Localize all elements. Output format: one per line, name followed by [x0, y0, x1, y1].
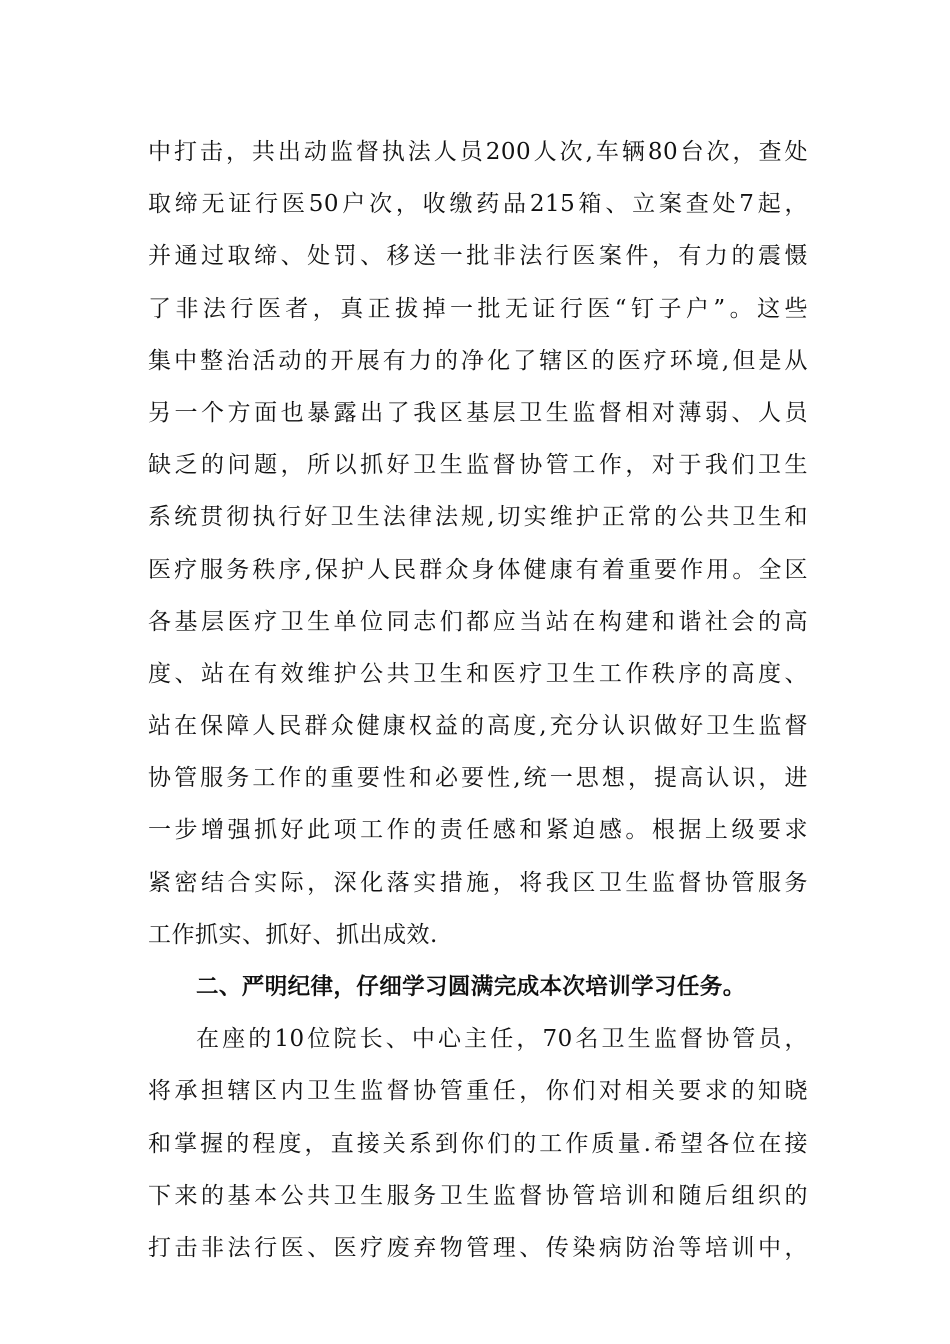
text-line: 一步增强抓好此项工作的责任感和紧迫感。根据上级要求 — [148, 817, 808, 844]
text-line: 下来的基本公共卫生服务卫生监督协管培训和随后组织的 — [148, 1182, 808, 1209]
text-line: 并通过取缔、处罚、移送一批非法行医案件，有力的震慑 — [148, 243, 808, 270]
text-line: 紧密结合实际，深化落实措施，将我区卫生监督协管服务 — [148, 869, 808, 896]
text-line: 度、站在有效维护公共卫生和医疗卫生工作秩序的高度、 — [148, 660, 808, 687]
text-line: 系统贯彻执行好卫生法律法规,切实维护正常的公共卫生和 — [148, 504, 808, 531]
text-line: 站在保障人民群众健康权益的高度,充分认识做好卫生监督 — [148, 713, 808, 740]
document-body — [148, 126, 808, 1274]
text-line: 另一个方面也暴露出了我区基层卫生监督相对薄弱、人员 — [148, 399, 808, 426]
text-line: 取缔无证行医50户次，收缴药品215箱、立案查处7起， — [148, 191, 808, 218]
text-line: 了非法行医者，真正拔掉一批无证行医“钉子户”。这些 — [148, 295, 808, 322]
text-line: 将承担辖区内卫生监督协管重任，你们对相关要求的知晓 — [148, 1078, 808, 1105]
section-heading: 二、严明纪律，仔细学习圆满完成本次培训学习任务。 — [196, 974, 746, 1000]
text-line: 和掌握的程度，直接关系到你们的工作质量.希望各位在接 — [148, 1130, 808, 1157]
paragraph-2 — [148, 1013, 808, 1274]
text-line: 在座的10位院长、中心主任，70名卫生监督协管员， — [196, 1026, 808, 1053]
text-line: 工作抓实、抓好、抓出成效. — [148, 921, 438, 948]
text-line: 医疗服务秩序,保护人民群众身体健康有着重要作用。全区 — [148, 556, 808, 583]
text-line: 协管服务工作的重要性和必要性,统一思想，提高认识，进 — [148, 765, 808, 792]
text-line: 各基层医疗卫生单位同志们都应当站在构建和谐社会的高 — [148, 608, 808, 635]
text-line: 集中整治活动的开展有力的净化了辖区的医疗环境,但是从 — [148, 347, 808, 374]
text-line: 打击非法行医、医疗废弃物管理、传染病防治等培训中， — [148, 1234, 808, 1261]
text-line: 缺乏的问题，所以抓好卫生监督协管工作，对于我们卫生 — [148, 452, 808, 479]
paragraph-1 — [148, 126, 808, 961]
text-line: 中打击，共出动监督执法人员200人次,车辆80台次，查处 — [148, 139, 808, 165]
